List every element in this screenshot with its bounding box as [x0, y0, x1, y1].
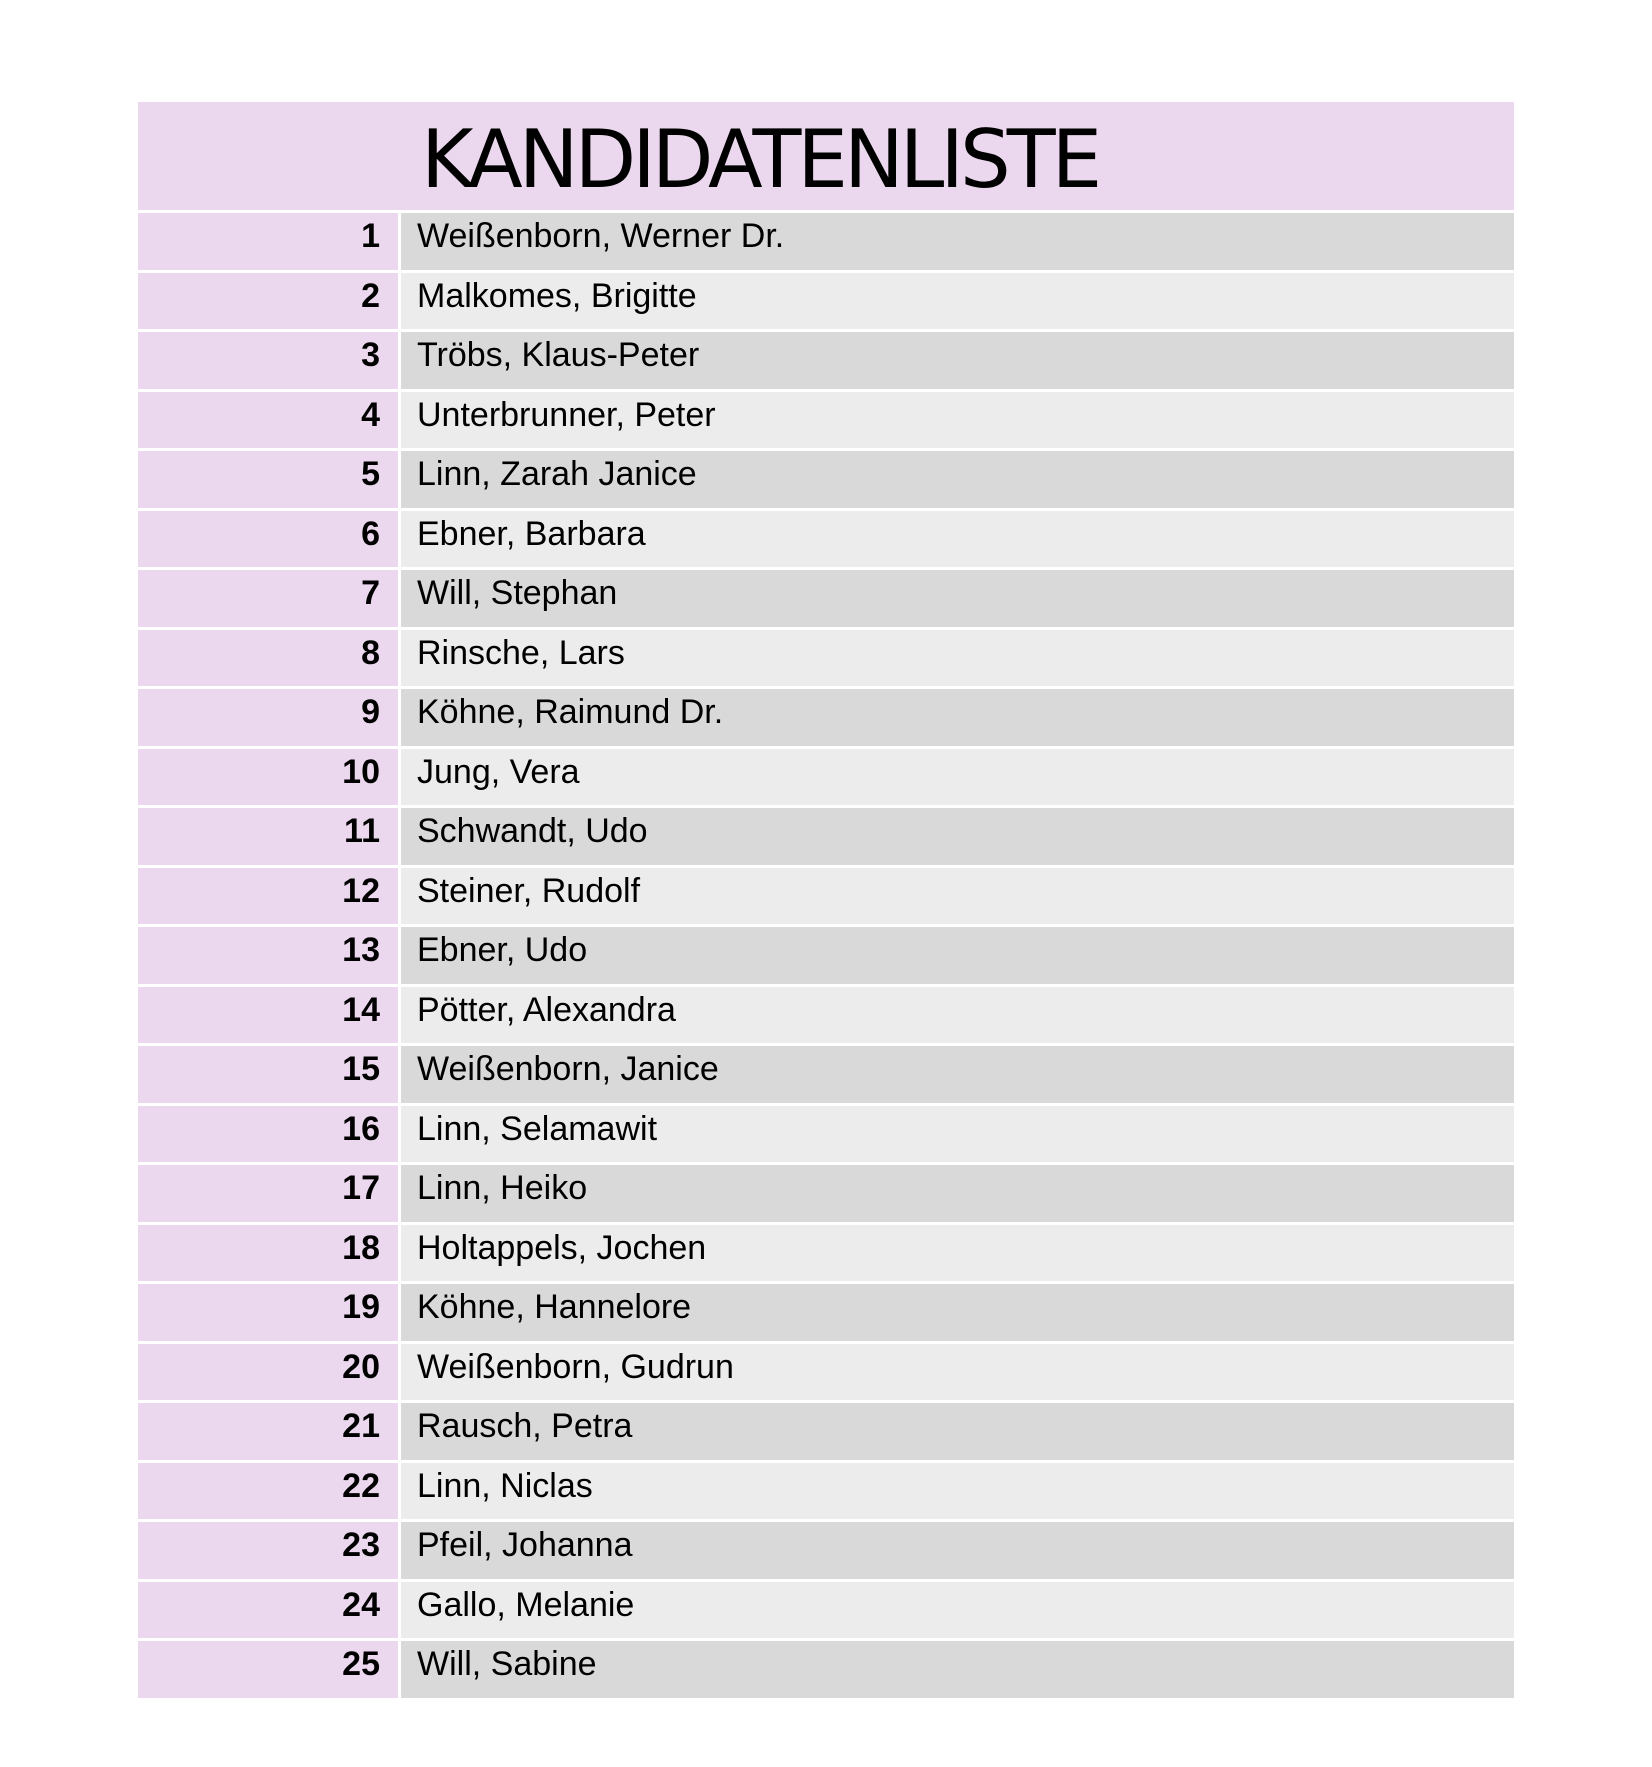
- candidate-number: 5: [138, 451, 401, 508]
- candidate-number: 21: [138, 1403, 401, 1460]
- candidate-number: 11: [138, 808, 401, 865]
- candidate-name: Weißenborn, Janice: [401, 1046, 1514, 1103]
- table-row: [138, 1106, 1514, 1166]
- candidate-name: Köhne, Hannelore: [401, 1284, 1514, 1341]
- candidate-name: Linn, Selamawit: [401, 1106, 1514, 1163]
- table-row: [138, 1522, 1514, 1582]
- table-row: [138, 1284, 1514, 1344]
- candidate-rows: [138, 213, 1514, 1701]
- candidate-number: 17: [138, 1165, 401, 1222]
- table-row: [138, 630, 1514, 690]
- table-row: [138, 868, 1514, 928]
- candidate-name: Tröbs, Klaus-Peter: [401, 332, 1514, 389]
- candidate-number: 9: [138, 689, 401, 746]
- candidate-number: 16: [138, 1106, 401, 1163]
- candidate-number: 24: [138, 1582, 401, 1639]
- candidate-number: 3: [138, 332, 401, 389]
- candidate-name: Will, Stephan: [401, 570, 1514, 627]
- candidate-number: 13: [138, 927, 401, 984]
- table-row: [138, 332, 1514, 392]
- candidate-number: 12: [138, 868, 401, 925]
- candidate-number: 7: [138, 570, 401, 627]
- candidate-number: 2: [138, 273, 401, 330]
- table-row: [138, 1403, 1514, 1463]
- title-row: [138, 102, 1514, 213]
- candidate-number: 20: [138, 1344, 401, 1401]
- candidate-name: Schwandt, Udo: [401, 808, 1514, 865]
- table-row: [138, 1344, 1514, 1404]
- candidate-list-table: [138, 102, 1514, 1701]
- candidate-number: 4: [138, 392, 401, 449]
- candidate-number: 1: [138, 213, 401, 270]
- candidate-name: Steiner, Rudolf: [401, 868, 1514, 925]
- table-row: [138, 1165, 1514, 1225]
- table-row: [138, 451, 1514, 511]
- table-row: [138, 749, 1514, 809]
- table-row: [138, 1582, 1514, 1642]
- table-row: [138, 511, 1514, 571]
- table-row: [138, 392, 1514, 452]
- candidate-name: Unterbrunner, Peter: [401, 392, 1514, 449]
- table-row: [138, 1463, 1514, 1523]
- candidate-number: 15: [138, 1046, 401, 1103]
- candidate-name: Linn, Heiko: [401, 1165, 1514, 1222]
- candidate-name: Linn, Niclas: [401, 1463, 1514, 1520]
- page-title: KANDIDATENLISTE: [421, 113, 1099, 206]
- candidate-name: Rausch, Petra: [401, 1403, 1514, 1460]
- table-row: [138, 1046, 1514, 1106]
- candidate-name: Malkomes, Brigitte: [401, 273, 1514, 330]
- table-row: [138, 570, 1514, 630]
- candidate-number: 8: [138, 630, 401, 687]
- candidate-number: 10: [138, 749, 401, 806]
- table-row: [138, 927, 1514, 987]
- table-row: [138, 987, 1514, 1047]
- table-row: [138, 689, 1514, 749]
- candidate-number: 14: [138, 987, 401, 1044]
- table-row: [138, 808, 1514, 868]
- candidate-name: Holtappels, Jochen: [401, 1225, 1514, 1282]
- candidate-name: Ebner, Barbara: [401, 511, 1514, 568]
- table-row: [138, 213, 1514, 273]
- candidate-number: 23: [138, 1522, 401, 1579]
- candidate-number: 22: [138, 1463, 401, 1520]
- candidate-name: Gallo, Melanie: [401, 1582, 1514, 1639]
- candidate-name: Ebner, Udo: [401, 927, 1514, 984]
- candidate-number: 25: [138, 1641, 401, 1698]
- candidate-name: Weißenborn, Werner Dr.: [401, 213, 1514, 270]
- candidate-number: 18: [138, 1225, 401, 1282]
- candidate-name: Pötter, Alexandra: [401, 987, 1514, 1044]
- candidate-name: Jung, Vera: [401, 749, 1514, 806]
- candidate-name: Köhne, Raimund Dr.: [401, 689, 1514, 746]
- table-row: [138, 1225, 1514, 1285]
- candidate-number: 6: [138, 511, 401, 568]
- table-row: [138, 1641, 1514, 1701]
- candidate-name: Pfeil, Johanna: [401, 1522, 1514, 1579]
- candidate-name: Weißenborn, Gudrun: [401, 1344, 1514, 1401]
- table-row: [138, 273, 1514, 333]
- candidate-name: Linn, Zarah Janice: [401, 451, 1514, 508]
- candidate-name: Will, Sabine: [401, 1641, 1514, 1698]
- candidate-number: 19: [138, 1284, 401, 1341]
- candidate-name: Rinsche, Lars: [401, 630, 1514, 687]
